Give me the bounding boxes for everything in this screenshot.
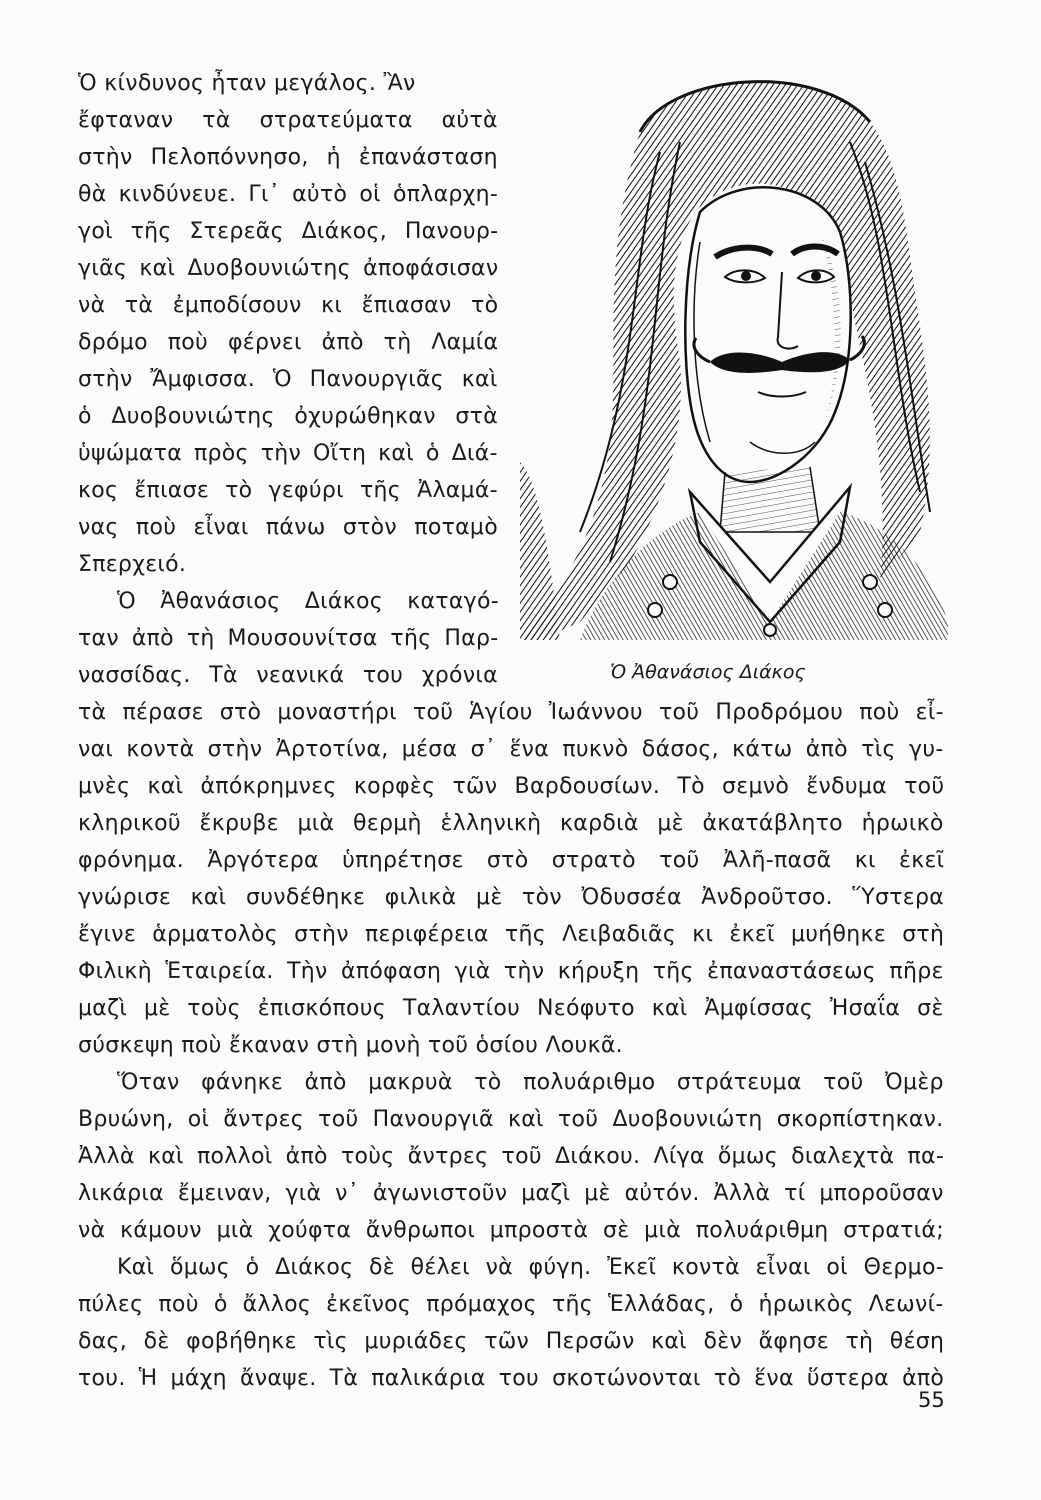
text-line: κος ἔπιασε τὸ γεφύρι τῆς Ἀλαμά-	[78, 478, 498, 503]
text-line: ἔγινε ἁρματολὸς στὴν περιφέρεια τῆς Λειβαδιᾶς κι ἐκεῖ μυήθηκε στὴ	[78, 922, 945, 947]
portrait-caption: Ὁ Ἀθανάσιος Διάκος	[610, 661, 806, 683]
text-line: Φιλικὴ Ἑταιρεία. Τὴν ἀπόφαση γιὰ τὴν κήρυξη τῆς ἐπαναστάσεως πῆρε	[78, 959, 944, 984]
text-line: νὰ κάμουν μιὰ χούφτα ἄνθρωποι μπροστὰ σὲ μιὰ πολυάριθμη στρατιά;	[78, 1218, 944, 1243]
text-line: δρόμο ποὺ φέρνει ἀπὸ τὴ Λαμία	[78, 330, 499, 355]
text-line: τὰ πέρασε στὸ μοναστήρι τοῦ Ἁγίου Ἰωάννου τοῦ Προδρόμου ποὺ εἶ-	[78, 700, 944, 725]
text-line: μαζὶ μὲ τοὺς ἐπισκόπους Ταλαντίου Νεόφυτο καὶ Ἀμφίσσας Ἠσαΐα σὲ	[78, 996, 944, 1021]
portrait-illustration	[520, 62, 948, 640]
text-line: Βρυώνη, οἱ ἄντρες τοῦ Πανουργιᾶ καὶ τοῦ Δυοβουνιώτη σκορπίστηκαν.	[78, 1107, 944, 1132]
text-line: λικάρια ἔμειναν, γιὰ ν᾽ ἀγωνιστοῦν μαζὶ μὲ αὐτόν. Ἀλλὰ τί μποροῦσαν	[78, 1181, 944, 1206]
text-line: Ὁ κίνδυνος ἦταν μεγάλος. Ἂν	[78, 71, 416, 96]
text-line: Ὅταν φάνηκε ἀπὸ μακρυὰ τὸ πολυάριθμο στράτευμα τοῦ Ὀμὲρ	[117, 1070, 944, 1095]
text-line: ταν ἀπὸ τὴ Μουσουνίτσα τῆς Παρ-	[78, 626, 499, 651]
page-number: 55	[918, 1388, 945, 1412]
text-line: μνὲς καὶ ἀπόκρημνες κορφὲς τῶν Βαρδουσίων. Τὸ σεμνὸ ἔνδυμα τοῦ	[78, 774, 945, 799]
text-line: ἔφταναν τὰ στρατεύματα αὐτὰ	[78, 108, 498, 133]
text-line: ὑψώματα πρὸς τὴν Οἴτη καὶ ὁ Διά-	[78, 441, 498, 466]
text-line: δας, δὲ φοβήθηκε τὶς μυριάδες τῶν Περσῶν καὶ δὲν ἄφησε τὴ θέση	[78, 1329, 945, 1354]
text-line: ὁ Δυοβουνιώτης ὀχυρώθηκαν στὰ	[78, 404, 499, 429]
text-line: Ὁ Ἀθανάσιος Διάκος καταγό-	[117, 589, 499, 614]
text-line: θὰ κινδύνευε. Γι᾽ αὐτὸ οἱ ὁπλαρχη-	[78, 182, 499, 207]
text-line: στὴν Πελοπόννησο, ἡ ἐπανάσταση	[78, 145, 498, 170]
text-line: ναι κοντὰ στὴν Ἀρτοτίνα, μέσα σ᾽ ἕνα πυκνὸ δάσος, κάτω ἀπὸ τὶς γυ-	[78, 737, 944, 762]
text-line: Σπερχειό.	[78, 552, 187, 577]
text-line: γνώρισε καὶ συνδέθηκε φιλικὰ μὲ τὸν Ὀδυσσέα Ἀνδροῦτσο. Ὕστερα	[78, 885, 945, 910]
text-line: σύσκεψη ποὺ ἔκαναν στὴ μονὴ τοῦ ὁσίου Λουκᾶ.	[78, 1033, 623, 1058]
text-line: νὰ τὰ ἐμποδίσουν κι ἔπιασαν τὸ	[78, 293, 499, 318]
text-line: νας ποὺ εἶναι πάνω στὸν ποταμὸ	[78, 515, 498, 540]
text-line: κληρικοῦ ἔκρυβε μιὰ θερμὴ ἑλληνικὴ καρδιὰ μὲ ἀκατάβλητο ἡρωικὸ	[78, 811, 944, 836]
text-line: στὴν Ἄμφισσα. Ὁ Πανουργιᾶς καὶ	[78, 367, 498, 392]
text-line: Ἀλλὰ καὶ πολλοὶ ἀπὸ τοὺς ἄντρες τοῦ Διάκου. Λίγα ὅμως διαλεχτὰ πα-	[78, 1144, 945, 1169]
text-line: γιᾶς καὶ Δυοβουνιώτης ἀποφάσισαν	[78, 256, 499, 281]
text-line: νασσίδας. Τὰ νεανικά του χρόνια	[78, 663, 498, 688]
text-line: του. Ἡ μάχη ἄναψε. Τὰ παλικάρια του σκοτώνονται τὸ ἕνα ὕστερα ἀπὸ	[78, 1366, 945, 1391]
text-line: γοὶ τῆς Στερεᾶς Διάκος, Πανουρ-	[78, 219, 499, 244]
text-line: Καὶ ὅμως ὁ Διάκος δὲ θέλει νὰ φύγη. Ἐκεῖ κοντὰ εἶναι οἱ Θερμο-	[117, 1255, 944, 1280]
text-line: φρόνημα. Ἀργότερα ὑπηρέτησε στὸ στρατὸ τοῦ Ἀλῆ-πασᾶ κι ἐκεῖ	[78, 848, 945, 873]
text-line: πύλες ποὺ ὁ ἄλλος ἐκεῖνος πρόμαχος τῆς Ἑλλάδας, ὁ ἡρωικὸς Λεωνί-	[78, 1292, 944, 1317]
